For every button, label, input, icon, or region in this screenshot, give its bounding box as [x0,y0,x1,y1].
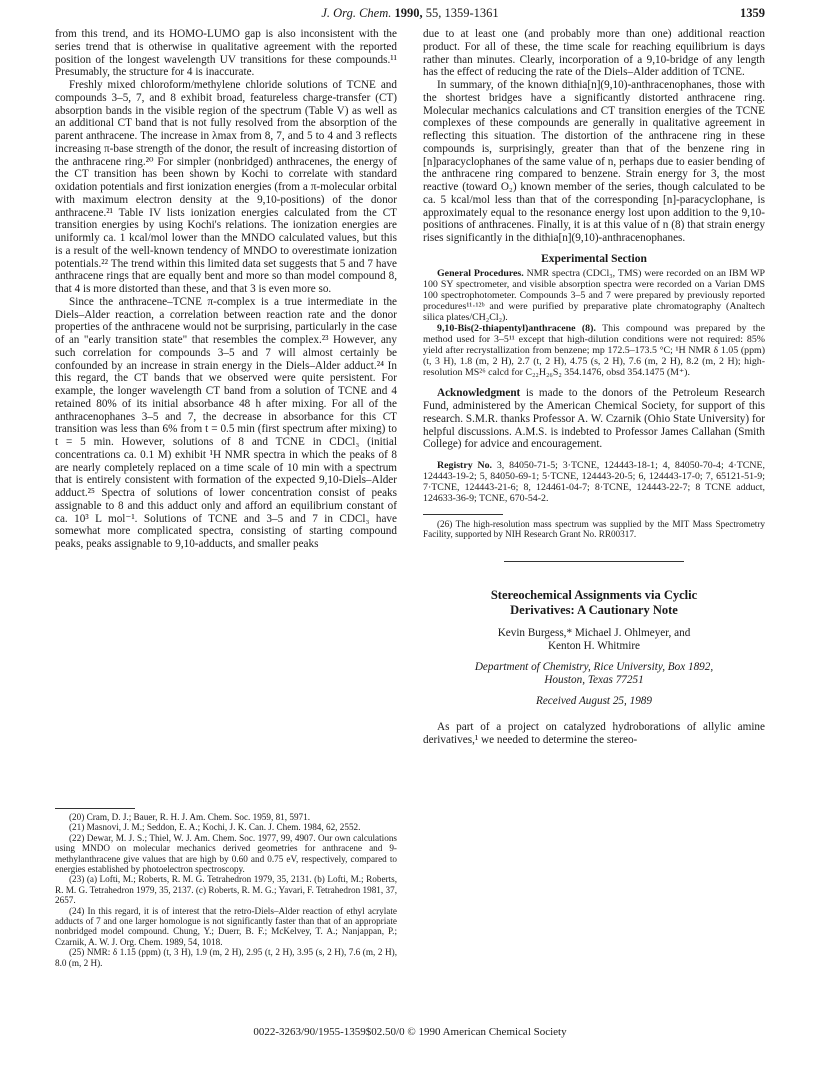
footnote-divider [423,514,503,515]
journal-citation [55,6,765,21]
running-header [55,6,765,24]
experimental-paragraph [423,323,765,378]
paragraph: due to at least one (and probably more than one) additional reaction product. For all of these, the time scale for reaching equilibrium is days rather than minutes. Clearly, incorporation of a 9,10-bridge of any length has the effect of reducing the rate of the Diels–Alder addition of TCNE. [423,28,765,79]
article-title [423,588,765,617]
left-column [55,28,397,551]
paragraph: from this trend, and its HOMO-LUMO gap is also inconsistent with the series trend that is otherwise in qualitative agreement with the reported position of the longest wavelength UV transitions for these compounds.¹¹ Presumably, the structure for 4 is inaccurate. [55,28,397,79]
acknowledgment-label: Acknowledgment [437,387,521,400]
article-title-line: Stereochemical Assignments via Cyclic [490,588,698,603]
footnote: (24) In this regard, it is of interest that the retro-Diels–Alder reaction of ethyl acrylate adducts of 7 and one larger homologue is not significantly faster than that of an appropriate nonbridged model compound. Chung, Y.; Duerr, B. F.; McKelvey, T. A.; Nanjappan, P.; Czarnik, A. W. J. Org. Chem. 1989, 54, 1018. [55,905,397,947]
footnote: (21) Masnovi, J. M.; Seddon, E. A.; Kochi, J. K. Can. J. Chem. 1984, 62, 2552. [69,822,361,833]
run-in-heading: 9,10-Bis(2-thiapentyl)anthracene (8). [437,322,596,334]
page-number: 1359 [740,6,765,20]
footnote: (22) Dewar, M. J. S.; Thiel, W. J. Am. Chem. Soc. 1977, 99, 4907. Our own calculations using MNDO on molecular mechanics derived geometries for anthracene and 9-methylanthracene give values that are high by 0.60 and 0.75 eV, respectively, compared to energies established by photoelectron spectroscopy. [55,832,397,875]
registry-label: Registry No. [437,460,493,472]
acknowledgment-text: is made to the donors of the Petroleum Research Fund, administered by the American Chemical Society, for support of this research. S.M.R. thanks Professor A. W. Czarnik (Ohio State University) for helpful discussions. A.M.S. is indebted to Professor James Callahan (Smith College) for advice and encouragement. [423,387,766,451]
section-heading: Experimental Section [541,252,647,265]
paragraph: In summary, of the known dithia[n](9,10)-anthracenophanes, those with the shortest bridges have a significantly distorted anthracene ring. Molecular mechanics calculations and CT transition energies of the TCNE complexes of these compounds are generally in qualitative agreement in reflecting this situation. The distortion of the anthracene ring in these compounds is, surprisingly, greater than that of the benzene ring in [n]paracyclophanes of the same value of n, perhaps due to easier bending of the anthracene ring compared to benzene. Strain energy for 3, the most reactive (toward O₂) known member of the series, though calculated to be ca. 5 kcal/mol less than that of the corresponding [n]-paracyclophane, is approximately equal to the resonance energy lost upon addition to the 9,10-positions of anthracenes. Finally, it is at this value of n (8) that strain energy rises significantly in the dithia[n](9,10)-anthracenophanes. [423,79,765,244]
authors-line: Kenton H. Whitmire [547,640,641,653]
footnote-divider [55,808,135,809]
paragraph: Since the anthracene–TCNE π-complex is a true intermediate in the Diels–Alder reaction, a correlation between reaction rate and the donor properties of the anthracene would not be surprising, particularly in the case of an "early transition state" that resembles the complex.²³ However, any such correlation for compounds 3–5 and 7 will almost certainly be confounded by an increase in strain energy in the Diels–Alder adduct.²⁴ In this regard, the CT bands that we observed were quite persistent. For example, the longer wavelength CT band from a solution of TCNE and 4 retained 80% of its initial absorbance 48 h after mixing. For all of the anthracenophanes 3–5 and 7, the decrease in absorbance for this CT transition was less than 6% from t = 0.5 min (first spectrum after mixing) to t = 5 min. However, solutions of 8 and TCNE in CDCl₃ (initial concentrations ca. 0.1 M) exhibit ¹H NMR spectra in which the peaks of 8 are nearly completely replaced on a time scale of 10 min with a spectrum that is entirely consistent with formation of the expected 9,10-Diels–Alder adduct.²⁵ Spectra of solutions of lower concentration consist of peaks assignable to 8 and this adduct only and afford an equilibrium constant of ca. 10³ L mol⁻¹. Solutions of TCNE and 3–5 and 7 in CDCl₃ have somewhat more complicated spectra, consisting of starting compound peaks, peaks assignable to 9,10-adducts, and smaller peaks [55,295,397,550]
acknowledgment [423,387,765,451]
received-date: Received August 25, 1989 [536,694,652,707]
run-in-heading: General Procedures. [437,267,524,279]
affiliation-line: Houston, Texas 77251 [544,673,644,686]
footnotes-left [55,812,397,968]
affiliation-line: Department of Chemistry, Rice University, Box 1892, [474,660,714,673]
authors-line: Kevin Burgess,* Michael J. Ohlmeyer, and [497,627,691,640]
footnote: (26) The high-resolution mass spectrum was supplied by the MIT Mass Spectrometry Facility, supported by NIH Research Grant No. RR00317. [423,518,765,539]
footnote: (23) (a) Lofti, M.; Roberts, R. M. G. Tetrahedron 1979, 35, 2131. (b) Lofti, M.; Roberts, R. M. G. Tetrahedron 1979, 35, 2137. (c) Roberts, R. M. G.; Yavari, F. Tetrahedron 1981, 37, 2657. [55,874,397,906]
article-separator [504,561,684,562]
experimental-paragraph [423,268,765,323]
journal-year: 1990, [394,6,423,20]
paragraph: Freshly mixed chloroform/methylene chloride solutions of TCNE and compounds 3–5, 7, and 8 exhibit broad, featureless charge-transfer (CT) absorption bands in the visible region of the spectrum (Table V) as well as an additional CT band that is not fully resolved from the absorption of the parent anthracene. The increase in λmax from 8, 7, and 5 to 4 and 3 reflects increasing π-base strength of the donor, the result of increasing distortion of the anthracene ring.²⁰ For simpler (nonbridged) anthracenes, the energy of the CT transition has been shown by Kochi to correlate with standard oxidation potentials and first ionization energies (from a π-molecular orbital with maximum electron density at the 9,10-positions) of the donor anthracene.²¹ Table IV lists ionization energies calculated from the CT transition energies by using Kochi's relations. The ionization energies are uniformly ca. 1 kcal/mol lower than the MNDO calculated values, but this is a result of the well-known tendency of MNDO to overestimate ionization potentials.²² The trend within this limited data set suggests that 5 and 7 have anthracene rings that are equally bent and more so than model compound 8, that 4 is more distorted than these, and that 3 is even more so. [55,79,397,295]
article-authors [423,627,765,653]
footnote: (20) Cram, D. J.; Bauer, R. H. J. Am. Chem. Soc. 1959, 81, 5971. [69,812,311,822]
right-column [423,28,765,747]
registry-text: 3, 84050-71-5; 3·TCNE, 124443-18-1; 4, 84050-70-4; 4·TCNE, 124443-19-2; 5, 84050-69-1; 5·TCNE, 124443-20-5; 6, 124443-17-0; 7, 65121-51-9; 7·TCNE, 124443-21-6; 8, 124461-04-7; 8·TCNE, 124443-22-7; 8 TCNE adduct, 124633-36-9; TCNE, 670-54-2. [423,460,766,505]
journal-volume-pages: 55, 1359-1361 [425,6,499,20]
article-affiliation [423,661,765,687]
page-footer: 0022-3263/90/1955-1359$02.50/0 © 1990 American Chemical Society [253,1026,567,1038]
article-intro: As part of a project on catalyzed hydroborations of allylic amine derivatives,¹ we needed to determine the stereo- [423,721,765,747]
registry-numbers [423,460,765,504]
article-title-line: Derivatives: A Cautionary Note [510,602,678,617]
paragraph-text: NMR spectra (CDCl₃, TMS) were recorded on an IBM WP 100 SY spectrometer, and visible absorption spectra were recorded on a Varian DMS 100 spectrophotometer. Compounds 3–5 and 7 were prepared by previously reported procedures¹¹·¹²ᵇ and were purified by preparative plate chromatography (Analtech silica plates/CH₂Cl₂). [423,267,766,323]
footnote: (25) NMR: δ 1.15 (ppm) (t, 3 H), 1.9 (m, 2 H), 2.95 (t, 2 H), 3.95 (s, 2 H), 7.6 (m, 2 H), 8.0 (m, 2 H). [55,947,397,968]
journal-name: J. Org. Chem. [321,6,392,20]
paragraph-text: This compound was prepared by the method used for 3–5¹¹ except that high-dilution conditions were not required: 85% yield after recrystallization from benzene; mp 172.5–173.5 °C; ¹H NMR δ 1.05 (ppm) (t, 3 H), 1.8 (m, 2 H), 2.7 (t, 2 H), 4.75 (s, 2 H), 7.6 (m, 2 H), 8.2 (m, 2 H); high-resolution MS²⁶ calcd for C₂₂H₂₆S₂ 354.1476, obsd 354.1475 (M⁺). [423,322,765,379]
